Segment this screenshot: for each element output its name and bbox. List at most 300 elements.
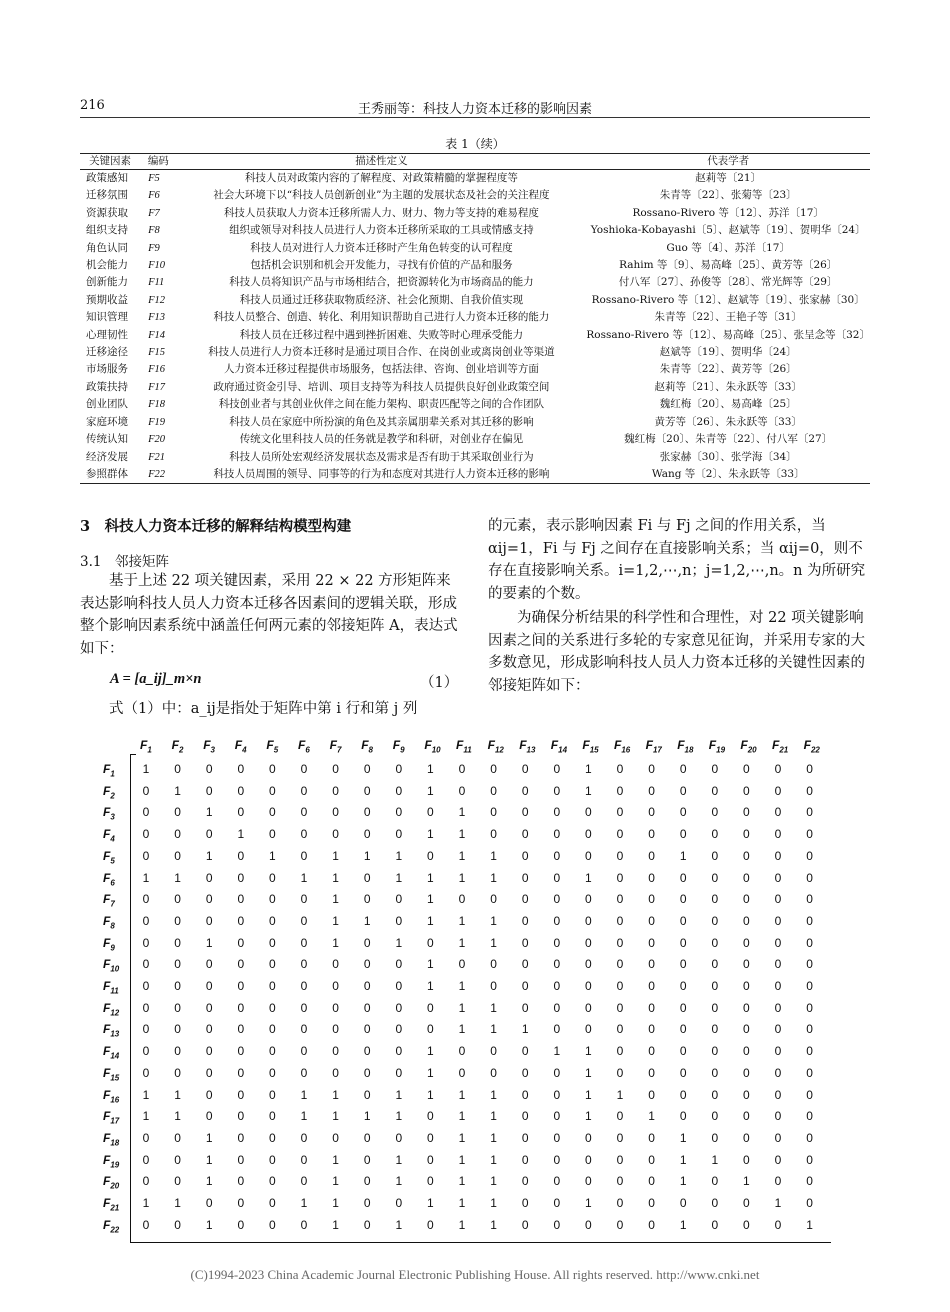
matrix-cell: 0 [269,913,276,928]
matrix-cell: 0 [300,979,308,993]
matrix-cell: 0 [585,1022,592,1037]
matrix-cell: 1 [458,805,466,820]
matrix-cell: 1 [427,979,434,993]
matrix-cell: 0 [205,979,213,993]
matrix-cell: 0 [174,935,181,950]
matrix-cell: 0 [648,1217,655,1232]
matrix-cell: 0 [269,892,276,907]
matrix-cell: 0 [363,762,371,776]
factor-scholars: 张家赫〔30〕、张学海〔34〕 [659,450,797,463]
matrix-cell: 1 [332,1174,339,1189]
matrix-cell: 0 [743,762,750,776]
factor-definition: 科技人员在迁移过程中遇到挫折困难、失败等时心理承受能力 [239,328,524,341]
factor-code: F7 [148,207,160,219]
matrix-cell: 0 [395,1044,403,1059]
matrix-cell: 0 [427,1000,434,1015]
factor-scholars: 黄芳等〔26〕、朱永跃等〔33〕 [654,415,802,428]
matrix-cell: 0 [300,1130,308,1145]
matrix-cell: 0 [142,913,150,928]
matrix-cell: 0 [648,1022,655,1037]
matrix-cell: 0 [553,935,561,950]
matrix-cell: 0 [774,1109,782,1124]
matrix-cell: 0 [711,1109,719,1124]
matrix-cell: 1 [332,1087,339,1102]
factor-definition: 包括机会识别和机会开发能力，寻找有价值的产品和服务 [250,259,513,272]
matrix-cell: 0 [679,892,687,907]
matrix-cell: 0 [269,827,276,842]
matrix-cell: 0 [521,1196,529,1210]
matrix-cell: 0 [490,979,497,993]
matrix-cell: 0 [174,1065,181,1080]
matrix-cell: 0 [332,979,339,993]
matrix-cell: 1 [300,1109,308,1124]
matrix-cell: 1 [332,870,339,885]
matrix-cell: 0 [553,979,561,993]
table-row [80,187,870,204]
matrix-cell: 0 [237,1217,245,1232]
matrix-cell: 1 [458,1022,466,1037]
matrix-cell: 0 [427,1022,434,1037]
matrix-cell: 0 [490,892,497,907]
matrix-cell: 0 [174,762,181,776]
matrix-cell: 0 [521,1044,529,1059]
table-row [80,205,870,222]
matrix-cell: 0 [205,1196,213,1210]
matrix-cell: 0 [553,1152,561,1167]
matrix-cell: 0 [711,1065,719,1080]
factor-name: 市场服务 [86,363,128,376]
table-row [80,414,870,431]
table-row [80,431,870,448]
matrix-cell: 0 [679,1022,687,1037]
matrix-cell: 1 [300,870,308,885]
matrix-cell: 0 [679,1087,687,1102]
matrix-cell: 0 [395,805,403,820]
matrix-cell: 0 [332,783,339,798]
matrix-cell: 0 [743,848,750,863]
matrix-cell: 0 [458,892,466,907]
matrix-col-label: $F_8$ [361,738,373,755]
matrix-col-label: $F_{17}$ [645,738,662,755]
column-header: 编码 [140,154,176,170]
factor-scholars: Rahim 等〔9〕、易高峰〔25〕、黄芳等〔26〕 [619,259,838,272]
matrix-cell: 0 [269,957,276,972]
matrix-cell: 0 [142,957,150,972]
factor-definition: 科技人员在家庭中所扮演的角色及其亲属朋辈关系对其迁移的影响 [229,415,534,428]
factor-code: F11 [148,277,165,289]
matrix-cell: 0 [174,957,181,972]
matrix-cell: 0 [679,957,687,972]
matrix-cell: 0 [269,1109,276,1124]
matrix-row-label: $F_6$ [103,870,115,887]
matrix-cell: 1 [458,913,466,928]
matrix-cell: 1 [458,979,466,993]
matrix-cell: 0 [743,1044,750,1059]
matrix-cell: 1 [585,1109,592,1124]
factor-code: F10 [148,260,166,272]
matrix-cell: 0 [363,957,371,972]
matrix-cell: 0 [521,827,529,842]
matrix-cell: 0 [648,1174,655,1189]
matrix-cell: 0 [648,913,655,928]
matrix-row-label: $F_{11}$ [103,979,119,996]
matrix-cell: 0 [142,1065,150,1080]
matrix-cell: 0 [332,1065,339,1080]
matrix-row-label: $F_5$ [103,848,115,866]
matrix-cell: 0 [142,827,150,842]
matrix-cell: 0 [743,783,750,798]
matrix-cell: 0 [585,979,592,993]
matrix-cell: 0 [553,1130,561,1145]
matrix-cell: 0 [616,1044,624,1059]
matrix-cell: 0 [743,957,750,972]
matrix-cell: 0 [521,892,529,907]
matrix-cell: 1 [806,1217,813,1232]
matrix-cell: 0 [648,979,655,993]
matrix-cell: 0 [711,1174,719,1189]
matrix-cell: 0 [743,1087,750,1102]
matrix-cell: 0 [648,1152,655,1167]
factor-name: 政策扶持 [86,380,128,393]
matrix-cell: 0 [269,979,276,993]
factor-name: 组织支持 [86,224,128,237]
factor-name: 参照群体 [80,466,140,484]
matrix-cell: 0 [237,1130,245,1145]
matrix-cell: 0 [711,762,719,776]
matrix-cell: 0 [363,1130,371,1145]
matrix-cell: 0 [395,762,403,776]
matrix-cell: 0 [205,957,213,972]
matrix-cell: 0 [332,1000,339,1015]
matrix-cell: 0 [237,1196,245,1210]
copyright-footer: (C)1994-2023 China Academic Journal Electronic Publishing House. All rights reserved. http://www.cnki.net [190,1267,760,1282]
matrix-cell: 0 [174,1174,181,1189]
matrix-cell: 0 [142,1044,150,1059]
matrix-cell: 0 [553,870,561,885]
matrix-cell: 0 [427,1109,434,1124]
matrix-cell: 0 [142,805,150,820]
matrix-col-label: $F_9$ [392,738,405,755]
factor-code: F19 [148,416,166,428]
matrix-cell: 0 [521,762,529,776]
table-row [80,396,870,413]
matrix-cell: 0 [142,1152,150,1167]
matrix-cell: 0 [648,805,655,820]
matrix-cell: 0 [553,1217,561,1232]
factor-definition: 科技人员将知识产品与市场相结合，把资源转化为市场商品的能力 [229,276,534,289]
matrix-cell: 0 [205,1044,213,1059]
matrix-cell: 0 [205,1109,213,1124]
matrix-cell: 0 [395,1022,403,1037]
matrix-cell: 0 [711,892,719,907]
factor-code: F18 [148,399,166,411]
matrix-cell: 0 [553,1109,561,1124]
matrix-row-label: $F_9$ [103,935,115,952]
matrix-cell: 0 [521,805,529,820]
table-row [80,309,870,326]
factor-code: F16 [148,364,166,376]
matrix-cell: 0 [743,1217,750,1232]
matrix-cell: 0 [743,935,750,950]
matrix-cell: 0 [806,935,813,950]
matrix-cell: 0 [616,957,624,972]
matrix-cell: 0 [806,1065,813,1080]
matrix-cell: 0 [774,1217,782,1232]
matrix-cell: 0 [237,1109,245,1124]
matrix-cell: 0 [679,1196,687,1210]
matrix-cell: 0 [458,762,466,776]
matrix-cell: 0 [711,1196,719,1210]
matrix-cell: 0 [743,1152,750,1167]
matrix-cell: 0 [679,1065,687,1080]
matrix-cell: 0 [679,935,687,950]
matrix-cell: 1 [585,1044,592,1059]
running-title: 王秀丽等：科技人力资本迁移的影响因素 [357,102,592,117]
matrix-cell: 0 [521,848,529,863]
matrix-cell: 1 [300,1087,308,1102]
factor-code: F6 [148,190,160,202]
matrix-cell: 0 [616,870,624,885]
matrix-cell: 0 [743,1196,750,1210]
matrix-cell: 0 [205,1065,213,1080]
matrix-cell: 1 [332,1109,339,1124]
matrix-cell: 1 [490,1130,497,1145]
matrix-cell: 1 [205,935,213,950]
matrix-cell: 1 [363,1109,371,1124]
matrix-cell: 0 [711,848,719,863]
matrix-cell: 0 [427,1174,434,1189]
matrix-cell: 0 [774,805,782,820]
matrix-row-label: $F_{17}$ [103,1109,120,1126]
matrix-cell: 1 [205,805,213,820]
matrix-cell: 1 [585,1087,592,1102]
matrix-cell: 0 [363,1087,371,1102]
matrix-cell: 0 [774,935,782,950]
matrix-cell: 0 [553,1000,561,1015]
table-row [80,449,870,466]
matrix-cell: 0 [648,1087,655,1102]
matrix-cell: 0 [395,783,403,798]
matrix-cell: 1 [395,848,403,863]
matrix-cell: 0 [711,1022,719,1037]
paragraph-left-1: 基于上述 22 项关键因素，采用 22 × 22 方形矩阵来表达影响科技人员人力资本迁移各因素间的逻辑关联，形成整个影响因素系统中涵盖任何两元素的邻接矩阵 A，表达式如下： [80,573,458,657]
matrix-col-label: $F_5$ [266,738,279,755]
paragraph-left-2: 式（1）中：a_ij是指处于矩阵中第 i 行和第 j 列 [109,701,418,717]
matrix-cell: 0 [363,935,371,950]
matrix-cell: 0 [521,1174,529,1189]
matrix-cell: 1 [427,892,434,907]
matrix-cell: 0 [363,1152,371,1167]
matrix-cell: 0 [521,935,529,950]
factor-definition: 科技人员进行人力资本迁移时是通过项目合作、在岗创业或离岗创业等渠道 [208,346,555,359]
matrix-cell: 0 [806,805,813,820]
matrix-cell: 0 [269,783,276,798]
matrix-cell: 0 [237,935,245,950]
matrix-cell: 0 [205,1087,213,1102]
factor-definition: 组织或领导对科技人员进行人力资本迁移所采取的工具或情感支持 [229,224,534,237]
factor-code: F8 [148,225,160,237]
matrix-cell: 0 [774,1087,782,1102]
matrix-cell: 1 [521,1022,529,1037]
matrix-cell: 0 [806,870,813,885]
matrix-cell: 1 [774,1196,782,1210]
factor-definition: 政府通过资金引导、培训、项目支持等为科技人员提供良好创业政策空间 [213,380,550,393]
table-row [80,274,870,291]
matrix-cell: 0 [205,762,213,776]
matrix-cell: 1 [395,935,403,950]
table-row [80,292,870,309]
section-heading: 3 科技人力资本迁移的解释结构模型构建 [80,518,352,535]
matrix-cell: 0 [521,783,529,798]
matrix-cell: 0 [743,870,750,885]
factor-code: F13 [148,312,166,324]
matrix-cell: 0 [774,1000,782,1015]
factor-code: F9 [148,242,160,254]
factor-definition: 传统文化里科技人员的任务就是教学和科研，对创业存在偏见 [239,433,524,446]
matrix-cell: 0 [711,935,719,950]
matrix-cell: 0 [142,935,150,950]
matrix-cell: 0 [553,783,561,798]
matrix-cell: 0 [427,805,434,820]
paragraph-right-1: 的元素，表示影响因素 Fi 与 Fj 之间的作用关系，当 αij=1，Fi 与 Fj 之间存在直接影响关系；当 αij=0，则不存在直接影响关系。i=1,2,⋯,n；j=1,2,⋯,n。n 为所研究的要素的个数。 [488,518,866,602]
matrix-cell: 0 [174,979,181,993]
factor-name: 角色认同 [86,241,128,254]
matrix-col-label: $F_{10}$ [424,738,441,755]
matrix-cell: 0 [806,1130,813,1145]
matrix-cell: 0 [174,892,181,907]
matrix-row-label: $F_{21}$ [103,1196,120,1213]
matrix-cell: 0 [616,1196,624,1210]
matrix-cell: 0 [174,1044,181,1059]
matrix-cell: 0 [679,827,687,842]
matrix-cell: 0 [237,762,245,776]
matrix-cell: 0 [521,1217,529,1232]
matrix-cell: 0 [174,913,181,928]
matrix-cell: 0 [237,1065,245,1080]
matrix-cell: 1 [174,1196,181,1210]
matrix-cell: 0 [711,979,719,993]
matrix-cell: 0 [679,1109,687,1124]
matrix-cell: 0 [774,1044,782,1059]
matrix-cell: 0 [490,762,497,776]
factor-name: 创新能力 [86,276,128,289]
factor-scholars: Rossano-Rivero 等〔12〕、赵斌等〔19〕、张家赫〔30〕 [591,293,865,306]
factor-code: F22 [140,466,176,484]
matrix-cell: 0 [743,805,750,820]
matrix-cell: 0 [332,957,339,972]
matrix-cell: 0 [648,762,655,776]
matrix-cell: 0 [490,783,497,798]
factor-code: F12 [148,294,166,306]
matrix-cell: 1 [458,1109,466,1124]
matrix-cell: 0 [521,1130,529,1145]
matrix-cell: 0 [806,913,813,928]
matrix-cell: 0 [679,1044,687,1059]
matrix-cell: 0 [743,1000,750,1015]
matrix-cell: 0 [648,935,655,950]
matrix-cell: 0 [363,783,371,798]
matrix-cell: 0 [269,1065,276,1080]
factor-name: 资源获取 [86,206,128,219]
matrix-cell: 0 [269,1022,276,1037]
matrix-cell: 0 [711,1217,719,1232]
matrix-col-label: $F_{11}$ [456,738,472,755]
matrix-cell: 0 [774,870,782,885]
matrix-cell: 0 [395,1196,403,1210]
factor-name: 预期收益 [86,293,128,306]
matrix-cell: 1 [332,848,339,863]
matrix-cell: 0 [743,1022,750,1037]
matrix-col-label: $F_{18}$ [677,738,694,755]
matrix-cell: 0 [332,1022,339,1037]
matrix-cell: 1 [458,870,466,885]
matrix-cell: 0 [269,935,276,950]
matrix-cell: 0 [711,805,719,820]
formula: A = [a_ij]_m×n [110,671,202,687]
matrix-cell: 0 [205,1022,213,1037]
factor-name: 机会能力 [86,259,128,272]
column-header: 关键因素 [80,154,140,170]
matrix-cell: 1 [679,848,687,863]
matrix-cell: 0 [363,979,371,993]
matrix-cell: 0 [774,848,782,863]
matrix-cell: 0 [743,827,750,842]
matrix-cell: 0 [269,1130,276,1145]
factor-definition: 科技人员通过迁移获取物质经济、社会化预期、自我价值实现 [239,293,524,306]
factor-code: F17 [148,381,166,393]
matrix-cell: 0 [553,892,561,907]
matrix-cell: 0 [174,827,181,842]
matrix-cell: 0 [174,848,181,863]
matrix-cell: 0 [806,1174,813,1189]
matrix-col-label: $F_6$ [298,738,310,755]
matrix-cell: 0 [806,827,813,842]
matrix-cell: 0 [237,1000,245,1015]
matrix-cell: 0 [300,957,308,972]
matrix-cell: 1 [585,762,592,776]
matrix-cell: 1 [174,870,181,885]
matrix-cell: 0 [616,783,624,798]
matrix-cell: 1 [332,1152,339,1167]
matrix-cell: 0 [743,979,750,993]
matrix-cell: 0 [237,892,245,907]
matrix-cell: 0 [553,1087,561,1102]
factor-scholars: Yoshioka-Kobayashi〔5〕、赵斌等〔19〕、贺明华〔24〕 [590,224,866,237]
matrix-cell: 0 [269,762,276,776]
matrix-cell: 0 [616,979,624,993]
matrix-cell: 0 [269,1196,276,1210]
matrix-cell: 1 [395,1152,403,1167]
matrix-cell: 0 [774,762,782,776]
matrix-cell: 1 [490,1109,497,1124]
factor-definition: 科技人员对政策内容的了解程度、对政策精髓的掌握程度等 [244,172,518,184]
matrix-cell: 0 [395,1065,403,1080]
matrix-cell: 1 [142,870,150,885]
matrix-cell: 0 [806,1000,813,1015]
matrix-cell: 0 [648,848,655,863]
matrix-cell: 0 [300,1065,308,1080]
factor-scholars: 赵莉等〔21〕、朱永跃等〔33〕 [654,380,802,393]
matrix-cell: 1 [490,1196,497,1210]
matrix-cell: 0 [395,979,403,993]
matrix-cell: 0 [774,1065,782,1080]
table-row [80,327,870,344]
matrix-cell: 1 [490,1174,497,1189]
matrix-cell: 1 [142,762,150,776]
matrix-cell: 0 [585,1130,592,1145]
matrix-cell: 1 [490,935,497,950]
matrix-col-label: $F_{22}$ [803,738,820,755]
